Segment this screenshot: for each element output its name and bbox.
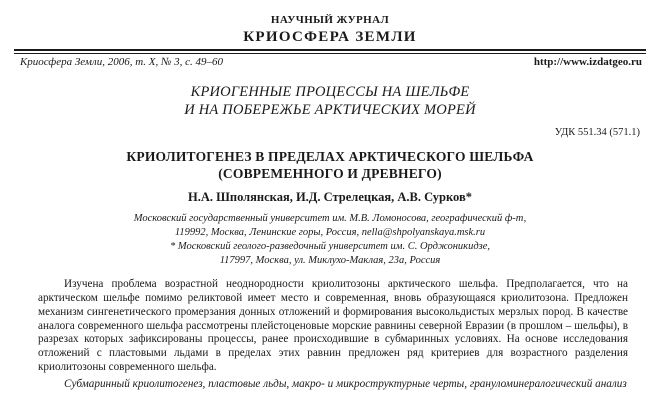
header-rule-thin <box>14 53 646 54</box>
affiliation-line: Московский государственный университет им. М.В. Ломоносова, географический ф-т, <box>133 213 527 224</box>
affiliation-line: * Московский геолого-разведочный университет им. С. Орджоникидзе, <box>169 241 491 252</box>
article-title <box>0 148 660 182</box>
article-authors: Н.А. Шполянская, И.Д. Стрелецкая, А.В. Сурков* <box>188 190 472 204</box>
journal-website-link[interactable]: http://www.izdatgeo.ru <box>533 56 642 68</box>
article-title-line: (СОВРЕМЕННОГО И ДРЕВНЕГО) <box>218 166 442 181</box>
journal-label: НАУЧНЫЙ ЖУРНАЛ <box>270 14 390 26</box>
section-heading <box>0 83 660 119</box>
udc-code: УДК 551.34 (571.1) <box>554 127 640 138</box>
article-title-line: КРИОЛИТОГЕНЕЗ В ПРЕДЕЛАХ АРКТИЧЕСКОГО ШЕЛЬФА <box>126 149 534 164</box>
journal-name: КРИОСФЕРА ЗЕМЛИ <box>243 29 417 45</box>
header-rule-thick <box>14 49 646 51</box>
affiliation-line: 119992, Москва, Ленинские горы, Россия, nella@shpolyanskaya.msk.ru <box>174 227 486 238</box>
section-heading-line: КРИОГЕННЫЕ ПРОЦЕССЫ НА ШЕЛЬФЕ <box>190 84 470 100</box>
journal-citation: Криосфера Земли, 2006, т. X, № 3, с. 49–60 <box>20 56 224 68</box>
keywords-paragraph: Субмаринный криолитогенез, пластовые льды, макро- и микроструктурные черты, грануломинералогический анализ <box>64 378 627 390</box>
affiliations <box>0 212 660 268</box>
abstract-paragraph: Изучена проблема возрастной неоднородности криолитозоны арктического шельфа. Предполагается, что на арктическом шельфе помимо реликтовой имеет место и современная, вновь образующаяся криолитозона. Предложен механизм сингенетического промерзания донных отложений и формирования высокольдистых мерзлых пород. В качестве аналога современного шельфа рассмотрены плейстоценовые морские равнины северной Евразии (в прошлом – шельфы), в разрезах которых зафиксированы процессы, ранее происходившие в субмаринных условиях. На основе исследования отложений с пластовыми льдами в пределах этих равнин предложен ряд критериев для возрастного разделения криолитозоны современного шельфа. <box>38 278 628 374</box>
section-heading-line: И НА ПОБЕРЕЖЬЕ АРКТИЧЕСКИХ МОРЕЙ <box>184 102 476 118</box>
affiliation-line: 117997, Москва, ул. Миклухо-Маклая, 23а, Россия <box>219 255 441 266</box>
